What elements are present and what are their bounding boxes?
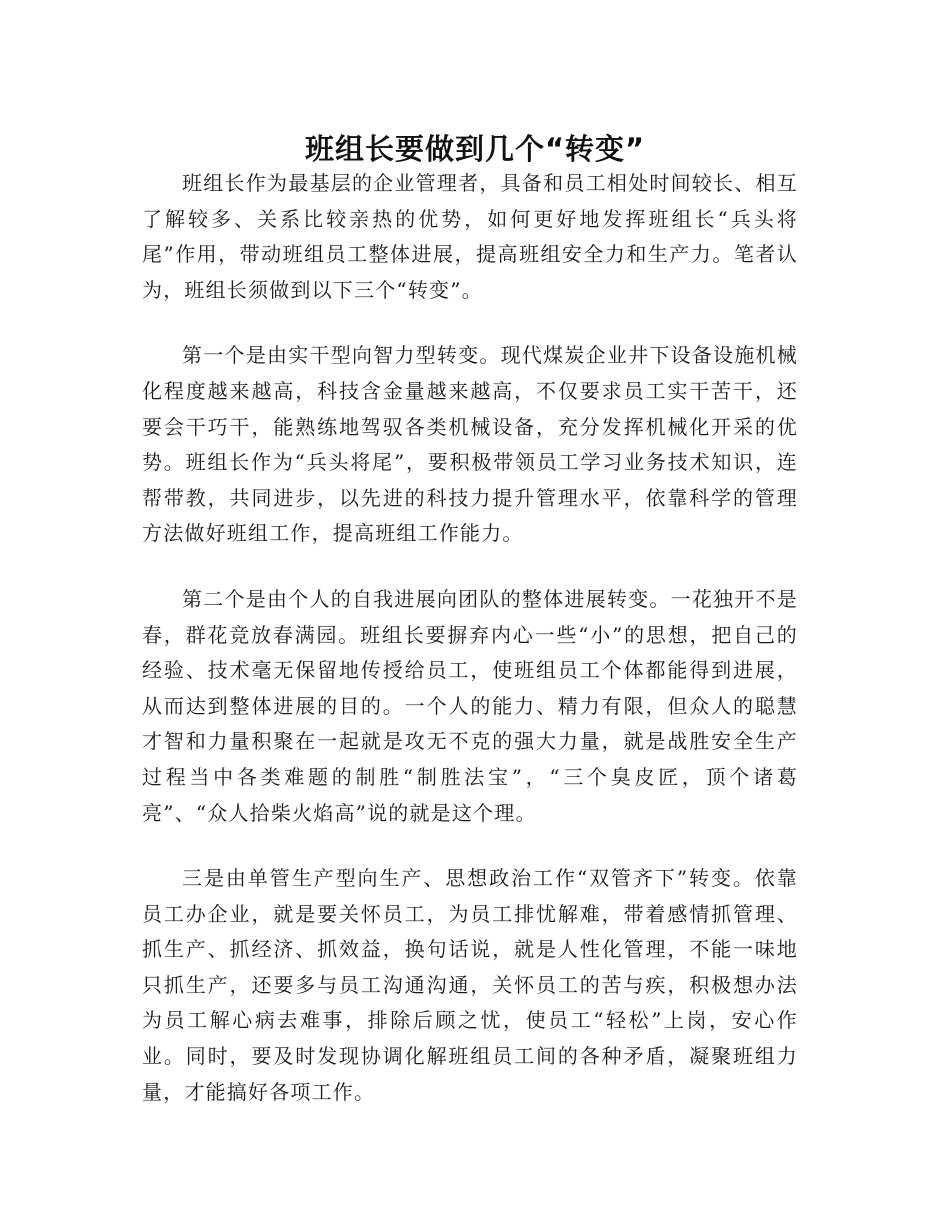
paragraph-third-change: 三是由单管生产型向生产、思想政治工作“双管齐下”转变。依靠员工办企业，就是要关怀员工，为员工排忧解难，带着感情抓管理、抓生产、抓经济、抓效益，换句话说，就是人性化管理，不能一味地只抓生产，还要多与员工沟通沟通，关怀员工的苦与疾，积极想办法为员工解心病去难事，排除后顾之忧，使员工“轻松”上岗，安心作业。同时，要及时发现协调化解班组员工间的各种矛盾，凝聚班组力量，才能搞好各项工作。 — [142, 866, 798, 1104]
paragraph-first-change: 第一个是由实干型向智力型转变。现代煤炭企业井下设备设施机械化程度越来越高，科技含金量越来越高，不仅要求员工实干苦干，还要会干巧干，能熟练地驾驭各类机械设备，充分发挥机械化开采的优势。班组长作为“兵头将尾”，要积极带领员工学习业务技术知识，连帮带教，共同进步，以先进的科技力提升管理水平，依靠科学的管理方法做好班组工作，提高班组工作能力。 — [142, 343, 798, 546]
paragraph-intro: 班组长作为最基层的企业管理者，具备和员工相处时间较长、相互了解较多、关系比较亲热的优势，如何更好地发挥班组长“兵头将尾”作用，带动班组员工整体进展，提高班组安全力和生产力。笔者认为，班组长须做到以下三个“转变”。 — [142, 171, 798, 302]
document-title: 班组长要做到几个“转变” — [304, 132, 646, 167]
document-body — [142, 166, 798, 1140]
paragraph-second-change: 第二个是由个人的自我进展向团队的整体进展转变。一花独开不是春，群花竞放春满园。班组长要摒弃内心一些“小”的思想，把自己的经验、技术毫无保留地传授给员工，使班组员工个体都能得到进展，从而达到整体进展的目的。一个人的能力、精力有限，但众人的聪慧才智和力量积聚在一起就是攻无不克的强大力量，就是战胜安全生产过程当中各类难题的制胜“制胜法宝”，“三个臭皮匠，顶个诸葛亮”、“众人拾柴火焰高”说的就是这个理。 — [142, 586, 798, 825]
